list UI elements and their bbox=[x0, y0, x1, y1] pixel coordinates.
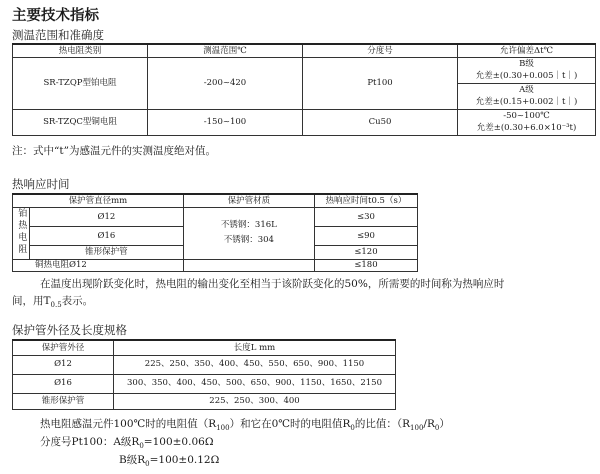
grade-b-resistance bbox=[119, 452, 219, 473]
grade-subscript: 0 bbox=[145, 460, 150, 469]
grade-text: 分度号Pt100：A级R bbox=[40, 436, 140, 448]
range-row-index: Pt100 bbox=[303, 57, 458, 109]
range-header-index: 分度号 bbox=[303, 44, 458, 57]
grade-b-label: B级 bbox=[458, 57, 596, 70]
response-row-diameter: 锥形保护管 bbox=[30, 246, 184, 259]
ratio-text: ） bbox=[439, 418, 450, 430]
size-row-lengths: 225、250、300、400 bbox=[114, 393, 396, 409]
ratio-subscript: 100 bbox=[216, 424, 230, 433]
response-paragraph-line2 bbox=[12, 293, 93, 314]
para-subscript: 0.5 bbox=[50, 301, 62, 310]
grade-text: B级R bbox=[119, 454, 146, 466]
response-row-diameter: Ø12 bbox=[30, 207, 184, 226]
size-row-diameter: Ø12 bbox=[13, 355, 114, 374]
response-row-time: ≤90 bbox=[314, 226, 417, 245]
size-header-diameter: 保护管外径 bbox=[13, 340, 114, 355]
copper-row-label: 铜热电阻Ø12 bbox=[13, 259, 184, 271]
grade-subscript: 0 bbox=[139, 442, 144, 451]
range-row-type: SR-TZQC型铜电阻 bbox=[13, 109, 148, 135]
grade-text: =100±0.12Ω bbox=[149, 454, 220, 466]
range-row-range: -150~100 bbox=[148, 109, 303, 135]
response-section-heading: 热响应时间 bbox=[12, 177, 70, 191]
size-row-lengths: 300、350、400、450、500、650、900、1150、1650、2150 bbox=[114, 374, 396, 393]
range-row-index: Cu50 bbox=[303, 109, 458, 135]
para-text: 表示。 bbox=[61, 295, 94, 307]
response-table bbox=[12, 193, 418, 272]
material-304: 不锈钢：304 bbox=[223, 235, 274, 246]
ratio-subscript: 100 bbox=[410, 424, 424, 433]
grade-b-tolerance: 允差±(0.30+0.005｜t｜) bbox=[458, 70, 596, 83]
ratio-text: 热电阻感温元件100℃时的电阻值（R bbox=[40, 418, 217, 430]
response-header-time: 热响应时间t0.5（s） bbox=[314, 194, 417, 207]
ratio-subscript: 0 bbox=[350, 424, 355, 433]
response-row-diameter: Ø16 bbox=[30, 226, 184, 245]
range-row-range: -200~420 bbox=[148, 57, 303, 109]
page-title: 主要技术指标 bbox=[12, 8, 99, 24]
range-table bbox=[12, 43, 596, 136]
size-header-length: 长度L mm bbox=[114, 340, 396, 355]
range-header-type: 热电阻类别 bbox=[13, 44, 148, 57]
copper-row-time: ≤180 bbox=[314, 259, 417, 271]
ratio-text: ）和它在0℃时的电阻值R bbox=[229, 418, 351, 430]
material-316l: 不锈钢：316L bbox=[220, 220, 277, 231]
cu-sub-range: -50~100℃ bbox=[458, 109, 596, 122]
platinum-side-label: 铂热电阻 bbox=[16, 207, 27, 256]
range-header-tolerance: 允许偏差Δt℃ bbox=[458, 44, 596, 57]
size-section-heading: 保护管外径及长度规格 bbox=[12, 323, 127, 337]
size-row-lengths: 225、250、350、400、450、550、650、900、1150 bbox=[114, 355, 396, 374]
ratio-text: 的比值：（R bbox=[354, 418, 411, 430]
response-header-diameter: 保护管直径mm bbox=[13, 194, 184, 207]
range-header-range: 测温范围℃ bbox=[148, 44, 303, 57]
cu-tolerance: 允差±(0.30+6.0×10⁻³t) bbox=[458, 122, 596, 135]
response-row-time: ≤30 bbox=[314, 207, 417, 226]
para-text: 间，用T bbox=[12, 295, 51, 307]
size-row-diameter: Ø16 bbox=[13, 374, 114, 393]
response-row-time: ≤120 bbox=[314, 246, 417, 259]
ratio-text: /R bbox=[423, 418, 435, 430]
ratio-subscript: 0 bbox=[434, 424, 440, 433]
grade-text: =100±0.06Ω bbox=[143, 436, 214, 448]
size-row-diameter: 锥形保护管 bbox=[13, 393, 114, 409]
size-table bbox=[12, 339, 396, 410]
response-header-material: 保护管材质 bbox=[183, 194, 314, 207]
range-section-heading: 测温范围和准确度 bbox=[12, 28, 104, 42]
range-row-type: SR-TZQP型铂电阻 bbox=[13, 57, 148, 109]
response-paragraph-line1: 在温度出现阶跃变化时，热电阻的输出变化至相当于该阶跃变化的50%，所需要的时间称为热响应时 bbox=[40, 278, 505, 290]
grade-a-tolerance: 允差±(0.15+0.002｜t｜) bbox=[458, 96, 596, 109]
grade-a-label: A级 bbox=[458, 83, 596, 96]
range-note: 注：式中“t”为感温元件的实测温度绝对值。 bbox=[12, 145, 216, 157]
